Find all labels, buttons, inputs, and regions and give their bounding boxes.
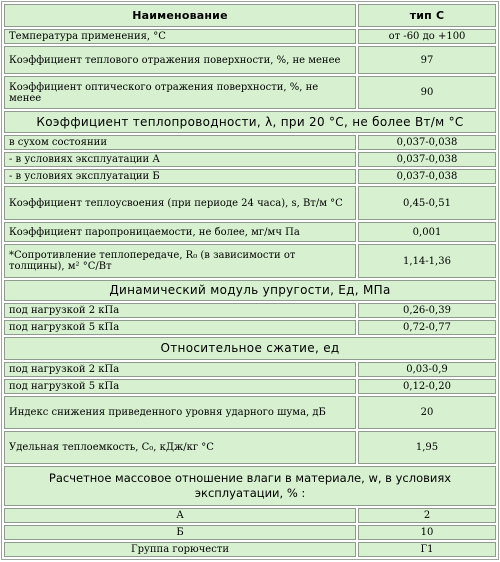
table-row — [4, 135, 496, 150]
table-row — [4, 29, 496, 44]
table-row — [4, 152, 496, 167]
row-label: Коэффициент оптического отражения поверхности, %, не менее — [4, 76, 356, 109]
table-row — [4, 244, 496, 278]
table-row — [4, 186, 496, 220]
row-label: Температура применения, °С — [4, 29, 356, 44]
row-value: 97 — [358, 46, 496, 74]
row-label: Индекс снижения приведенного уровня ударного шума, дБ — [4, 396, 356, 429]
section-heading: Динамический модуль упругости, Ед, МПа — [4, 280, 496, 301]
section-heading: Относительное сжатие, ед — [4, 337, 496, 360]
section-row — [4, 337, 496, 360]
header-type: тип С — [358, 4, 496, 27]
table-row — [4, 46, 496, 74]
table-header-row — [4, 4, 496, 27]
row-value: 1,14-1,36 — [358, 244, 496, 278]
row-value: 0,037-0,038 — [358, 152, 496, 167]
row-label: под нагрузкой 5 кПа — [4, 379, 356, 394]
table-row — [4, 169, 496, 184]
section-row — [4, 111, 496, 133]
table-row — [4, 379, 496, 394]
row-value: 20 — [358, 396, 496, 429]
row-value: 0,037-0,038 — [358, 135, 496, 150]
table-row — [4, 362, 496, 377]
row-label: под нагрузкой 2 кПа — [4, 303, 356, 318]
row-label: в сухом состоянии — [4, 135, 356, 150]
row-label: А — [4, 508, 356, 523]
row-value: 10 — [358, 525, 496, 540]
row-label: - в условиях эксплуатации А — [4, 152, 356, 167]
table-row — [4, 303, 496, 318]
row-label: Коэффициент теплоусвоения (при периоде 24 часа), s, Вт/м °С — [4, 186, 356, 220]
table-row — [4, 222, 496, 242]
row-value: Г1 — [358, 542, 496, 557]
row-label: под нагрузкой 5 кПа — [4, 320, 356, 335]
row-value: 0,03-0,9 — [358, 362, 496, 377]
table-row — [4, 542, 496, 557]
table-row — [4, 396, 496, 429]
table-row — [4, 525, 496, 540]
row-value: 0,26-0,39 — [358, 303, 496, 318]
row-label: под нагрузкой 2 кПа — [4, 362, 356, 377]
section-row — [4, 466, 496, 506]
table-row — [4, 431, 496, 464]
row-label: Группа горючести — [4, 542, 356, 557]
row-value: 1,95 — [358, 431, 496, 464]
table-row — [4, 508, 496, 523]
row-value: 0,72-0,77 — [358, 320, 496, 335]
row-value: 2 — [358, 508, 496, 523]
header-name: Наименование — [4, 4, 356, 27]
row-label: - в условиях эксплуатации Б — [4, 169, 356, 184]
row-value: 0,45-0,51 — [358, 186, 496, 220]
row-value: 0,001 — [358, 222, 496, 242]
table-row — [4, 320, 496, 335]
row-value: 0,037-0,038 — [358, 169, 496, 184]
row-value: 0,12-0,20 — [358, 379, 496, 394]
spec-table — [1, 1, 499, 560]
row-value: 90 — [358, 76, 496, 109]
row-value: от -60 до +100 — [358, 29, 496, 44]
row-label: Удельная теплоемкость, С₀, кДж/кг °С — [4, 431, 356, 464]
row-label: *Сопротивление теплопередаче, R₀ (в зависимости от толщины), м² °С/Вт — [4, 244, 356, 278]
table-row — [4, 76, 496, 109]
row-label: Коэффициент теплового отражения поверхности, %, не менее — [4, 46, 356, 74]
row-label: Коэффициент паропроницаемости, не более, мг/мч Па — [4, 222, 356, 242]
section-heading: Коэффициент теплопроводности, λ, при 20 °С, не более Вт/м °С — [4, 111, 496, 133]
section-heading: Расчетное массовое отношение влаги в материале, w, в условиях эксплуатации, % : — [4, 466, 496, 506]
row-label: Б — [4, 525, 356, 540]
section-row — [4, 280, 496, 301]
